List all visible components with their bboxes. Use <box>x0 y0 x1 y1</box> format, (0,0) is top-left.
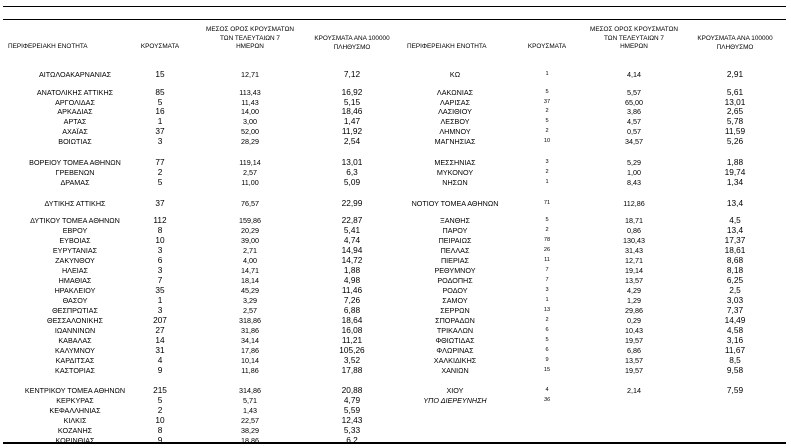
table-cell-cases: 77 <box>155 157 165 167</box>
table-cell-cases: 2 <box>545 227 549 233</box>
table-cell-cases: 27 <box>155 325 165 335</box>
header-rule <box>3 19 786 20</box>
table-cell-per100k: 5,61 <box>726 87 744 97</box>
table-cell-avg: 10,14 <box>241 356 259 365</box>
table-cell-cases: 1 <box>545 179 549 185</box>
table-cell-per100k: 11,92 <box>341 126 363 136</box>
table-cell-per100k: 11,46 <box>341 285 363 295</box>
header-per100k-left <box>302 35 402 52</box>
table-cell-region: ΛΑΚΩΝΙΑΣ <box>436 88 474 97</box>
table-cell-region: ΛΑΣΙΘΙΟΥ <box>438 107 472 116</box>
table-cell-region: ΓΡΕΒΕΝΩΝ <box>55 168 95 177</box>
table-cell-cases: 11 <box>544 257 550 263</box>
table-cell-region: ΕΥΒΟΙΑΣ <box>59 236 91 245</box>
table-cell-per100k: 13,4 <box>726 225 744 235</box>
header-avg-line2: ΤΩΝ ΤΕΛΕΥΤΑΙΩΝ 7 <box>604 34 664 42</box>
table-cell-per100k: 1,88 <box>726 157 744 167</box>
table-cell-region: ΡΟΔΟΠΗΣ <box>437 276 473 285</box>
header-region-left: ΠΕΡΙΦΕΡΕΙΑΚΗ ΕΝΟΤΗΤΑ <box>8 43 88 50</box>
table-cell-cases: 9 <box>157 365 163 375</box>
table-cell-per100k: 5,78 <box>726 116 744 126</box>
header-avg-line3: ΗΜΕΡΩΝ <box>236 43 264 50</box>
table-cell-avg: 39,00 <box>241 236 259 245</box>
table-cell-per100k: 7,59 <box>726 385 744 395</box>
table-cell-region: ΚΑΛΥΜΝΟΥ <box>55 346 95 355</box>
table-cell-cases: 1 <box>545 71 549 77</box>
table-cell-per100k: 5,26 <box>726 136 744 146</box>
table-cell-cases: 9 <box>545 357 549 363</box>
table-cell-per100k: 8,18 <box>726 265 744 275</box>
table-cell-per100k: 7,12 <box>343 69 361 79</box>
table-cell-avg: 11,43 <box>241 98 259 107</box>
table-cell-region: ΑΝΑΤΟΛΙΚΗΣ ΑΤΤΙΚΗΣ <box>36 88 114 97</box>
table-cell-cases: 37 <box>543 99 551 105</box>
table-cell-per100k: 2,65 <box>726 106 744 116</box>
table-cell-region: ΠΙΕΡΙΑΣ <box>440 256 469 265</box>
table-cell-avg: 4,00 <box>243 256 257 265</box>
header-avg-line2: ΤΩΝ ΤΕΛΕΥΤΑΙΩΝ 7 <box>220 34 280 42</box>
table-cell-cases: 2 <box>157 405 163 415</box>
table-cell-cases: 2 <box>157 167 163 177</box>
table-cell-region: ΗΜΑΘΙΑΣ <box>58 276 92 285</box>
table-cell-cases: 71 <box>543 200 551 206</box>
table-cell-avg: 52,00 <box>241 127 259 136</box>
table-cell-avg: 31,43 <box>625 246 643 255</box>
table-cell-region: ΜΥΚΟΝΟΥ <box>436 168 474 177</box>
table-cell-cases: 31 <box>155 345 165 355</box>
table-cell-per100k: 1,47 <box>343 116 361 126</box>
table-cell-region: ΛΑΡΙΣΑΣ <box>439 98 471 107</box>
table-cell-avg: 11,00 <box>241 178 259 187</box>
table-cell-avg: 5,29 <box>627 158 641 167</box>
table-cell-region: ΚΑΣΤΟΡΙΑΣ <box>55 366 95 375</box>
table-cell-per100k: 18,61 <box>724 245 746 255</box>
table-cell-cases: 2 <box>545 128 549 134</box>
table-cell-region: ΧΑΝΙΩΝ <box>441 366 469 375</box>
table-cell-avg: 38,29 <box>241 426 259 435</box>
table-cell-avg: 2,57 <box>243 168 257 177</box>
table-cell-cases: 7 <box>157 275 163 285</box>
table-cell-region: ΚΟΖΑΝΗΣ <box>57 426 93 435</box>
table-cell-per100k: 18,46 <box>341 106 363 116</box>
table-cell-region: ΞΑΝΘΗΣ <box>440 216 470 225</box>
table-cell-per100k: 4,58 <box>726 325 744 335</box>
table-cell-region: ΝΗΣΩΝ <box>442 178 468 187</box>
table-cell-region: ΜΕΣΣΗΝΙΑΣ <box>434 158 476 167</box>
table-cell-cases: 78 <box>543 237 551 243</box>
table-cell-avg: 65,00 <box>625 98 643 107</box>
table-cell-per100k: 5,59 <box>343 405 361 415</box>
table-cell-per100k: 1,34 <box>726 177 744 187</box>
table-cell-region: ΚΕΡΚΥΡΑΣ <box>56 396 94 405</box>
table-cell-cases: 5 <box>545 118 549 124</box>
table-cell-per100k: 7,26 <box>343 295 361 305</box>
table-cell-avg: 28,29 <box>241 137 259 146</box>
table-cell-cases: 6 <box>545 347 549 353</box>
table-cell-avg: 318,86 <box>239 316 261 325</box>
table-cell-per100k: 1,88 <box>343 265 361 275</box>
table-cell-per100k: 14,49 <box>724 315 746 325</box>
table-cell-cases: 10 <box>155 415 165 425</box>
table-cell-avg: 1,29 <box>627 296 641 305</box>
table-cell-avg: 22,57 <box>241 416 259 425</box>
table-cell-avg: 4,57 <box>627 117 641 126</box>
table-cell-region: ΚΑΡΔΙΤΣΑΣ <box>55 356 95 365</box>
table-cell-region: ΡΕΘΥΜΝΟΥ <box>434 266 476 275</box>
table-cell-cases: 7 <box>545 267 549 273</box>
table-cell-region: ΠΕΛΛΑΣ <box>440 246 470 255</box>
table-cell-region: ΣΑΜΟΥ <box>442 296 468 305</box>
table-cell-per100k: 14,72 <box>341 255 363 265</box>
table-cell-cases: 5 <box>157 97 163 107</box>
table-cell-per100k: 3,03 <box>726 295 744 305</box>
table-cell-avg: 19,57 <box>625 336 643 345</box>
table-cell-avg: 8,43 <box>627 178 641 187</box>
table-cell-per100k: 17,88 <box>341 365 363 375</box>
table-cell-per100k: 18,64 <box>341 315 363 325</box>
table-cell-region: ΛΗΜΝΟΥ <box>439 127 471 136</box>
table-cell-region: ΚΟΡΙΝΘΙΑΣ <box>55 436 95 445</box>
table-cell-avg: 1,00 <box>627 168 641 177</box>
table-cell-region: ΖΑΚΥΝΘΟΥ <box>55 256 95 265</box>
table-cell-region: ΠΕΙΡΑΙΩΣ <box>438 236 472 245</box>
table-cell-region: ΙΩΑΝΝΙΝΩΝ <box>54 326 96 335</box>
table-cell-per100k: 8,5 <box>729 355 741 365</box>
header-per100k-line1: ΚΡΟΥΣΜΑΤΑ ΑΝΑ 100000 <box>314 35 390 42</box>
table-cell-avg: 5,71 <box>243 396 257 405</box>
table-cell-cases: 37 <box>155 198 165 208</box>
table-cell-cases: 10 <box>543 138 551 144</box>
table-cell-cases: 3 <box>157 136 163 146</box>
table-cell-region: ΚΕΦΑΛΛΗΝΙΑΣ <box>49 406 101 415</box>
header-per100k-line2: ΠΛΗΘΥΣΜΟ <box>333 43 371 51</box>
table-cell-region: ΒΟΡΕΙΟΥ ΤΟΜΕΑ ΑΘΗΝΩΝ <box>29 158 121 167</box>
table-cell-cases: 15 <box>155 69 165 79</box>
table-cell-cases: 8 <box>157 425 163 435</box>
table-cell-region: ΣΕΡΡΩΝ <box>440 306 470 315</box>
table-cell-avg: 314,86 <box>239 386 261 395</box>
table-cell-cases: 1 <box>545 297 549 303</box>
table-cell-per100k: 2,54 <box>343 136 361 146</box>
table-cell-region: ΑΧΑΪΑΣ <box>62 127 88 136</box>
table-cell-per100k: 11,21 <box>341 335 363 345</box>
table-cell-cases: 26 <box>543 247 551 253</box>
table-cell-avg: 4,29 <box>627 286 641 295</box>
table-cell-avg: 13,57 <box>625 356 643 365</box>
table-cell-region: ΔΥΤΙΚΟΥ ΤΟΜΕΑ ΑΘΗΝΩΝ <box>30 216 120 225</box>
table-cell-per100k: 3,16 <box>726 335 744 345</box>
table-cell-per100k: 16,92 <box>341 87 363 97</box>
table-cell-cases: 5 <box>157 177 163 187</box>
table-cell-per100k: 4,98 <box>343 275 361 285</box>
header-per100k-right <box>685 35 785 52</box>
table-cell-per100k: 6,88 <box>343 305 361 315</box>
table-cell-cases: 5 <box>157 395 163 405</box>
table-cell-per100k: 2,91 <box>726 69 744 79</box>
table-cell-region: ΘΕΣΣΑΛΟΝΙΚΗΣ <box>47 316 103 325</box>
table-cell-avg: 6,86 <box>627 346 641 355</box>
table-cell-cases: 16 <box>155 106 165 116</box>
table-cell-avg: 159,86 <box>239 216 261 225</box>
table-cell-region: ΛΕΣΒΟΥ <box>440 117 470 126</box>
table-cell-avg: 0,57 <box>627 127 641 136</box>
table-cell-avg: 18,71 <box>625 216 643 225</box>
header-cases-right: ΚΡΟΥΣΜΑΤΑ <box>527 43 567 50</box>
table-cell-per100k: 22,87 <box>341 215 363 225</box>
table-cell-region: ΜΑΓΝΗΣΙΑΣ <box>434 137 476 146</box>
table-cell-cases: 8 <box>157 225 163 235</box>
table-cell-cases: 35 <box>155 285 165 295</box>
table-cell-per100k: 6,2 <box>346 435 358 445</box>
header-per100k-line2: ΠΛΗΘΥΣΜΟ <box>716 43 754 51</box>
table-cell-avg: 4,14 <box>627 70 641 79</box>
table-cell-avg: 13,57 <box>625 276 643 285</box>
table-cell-avg: 1,43 <box>243 406 257 415</box>
table-cell-avg: 113,43 <box>239 88 261 97</box>
table-cell-cases: 207 <box>153 315 167 325</box>
table-cell-per100k: 16,08 <box>341 325 363 335</box>
table-cell-cases: 3 <box>157 265 163 275</box>
table-cell-per100k: 5,33 <box>343 425 361 435</box>
table-cell-avg: 29,86 <box>625 306 643 315</box>
table-cell-avg: 14,00 <box>241 107 259 116</box>
table-cell-cases: 2 <box>545 169 549 175</box>
table-cell-avg: 14,71 <box>241 266 259 275</box>
table-cell-avg: 0,29 <box>627 316 641 325</box>
header-per100k-line1: ΚΡΟΥΣΜΑΤΑ ΑΝΑ 100000 <box>697 35 773 42</box>
table-cell-cases: 1 <box>157 295 163 305</box>
table-cell-cases: 5 <box>545 89 549 95</box>
table-cell-region: ΔΡΑΜΑΣ <box>60 178 90 187</box>
table-cell-avg: 12,71 <box>625 256 643 265</box>
table-cell-region: ΧΙΟΥ <box>446 386 464 395</box>
table-cell-per100k: 4,5 <box>729 215 741 225</box>
table-cell-region: ΑΙΤΩΛΟΑΚΑΡΝΑΝΙΑΣ <box>38 70 112 79</box>
table-cell-region: ΗΛΕΙΑΣ <box>61 266 89 275</box>
table-cell-cases: 2 <box>545 108 549 114</box>
table-cell-cases: 85 <box>155 87 165 97</box>
table-cell-region: ΒΟΙΩΤΙΑΣ <box>58 137 92 146</box>
table-cell-region: ΚΩ <box>449 70 461 79</box>
table-cell-per100k: 11,67 <box>724 345 746 355</box>
table-cell-per100k: 9,58 <box>726 365 744 375</box>
table-cell-cases: 6 <box>545 327 549 333</box>
table-cell-avg: 119,14 <box>239 158 261 167</box>
table-cell-avg: 20,29 <box>241 226 259 235</box>
table-cell-region: ΚΕΝΤΡΙΚΟΥ ΤΟΜΕΑ ΑΘΗΝΩΝ <box>24 386 126 395</box>
header-avg-line1: ΜΕΣΟΣ ΟΡΟΣ ΚΡΟΥΣΜΑΤΩΝ <box>206 26 294 33</box>
table-cell-per100k: 14,94 <box>341 245 363 255</box>
table-cell-cases: 9 <box>157 435 163 445</box>
table-cell-region: ΚΑΒΑΛΑΣ <box>58 336 92 345</box>
table-cell-region: ΦΛΩΡΙΝΑΣ <box>436 346 474 355</box>
table-cell-avg: 11,86 <box>241 366 259 375</box>
table-cell-region: ΡΟΔΟΥ <box>442 286 468 295</box>
table-cell-region: ΠΑΡΟΥ <box>442 226 468 235</box>
table-cell-per100k: 8,68 <box>726 255 744 265</box>
table-cell-per100k: 2,5 <box>729 285 741 295</box>
table-cell-cases: 215 <box>153 385 167 395</box>
table-cell-avg: 45,29 <box>241 286 259 295</box>
table-cell-avg: 0,86 <box>627 226 641 235</box>
table-cell-avg: 18,86 <box>241 436 259 445</box>
table-cell-per100k: 20,88 <box>341 385 363 395</box>
header-avg-line1: ΜΕΣΟΣ ΟΡΟΣ ΚΡΟΥΣΜΑΤΩΝ <box>590 26 678 33</box>
table-cell-avg: 76,57 <box>241 199 259 208</box>
table-cell-region: ΑΡΚΑΔΙΑΣ <box>57 107 93 116</box>
table-cell-cases: 15 <box>543 367 551 373</box>
table-cell-cases: 4 <box>545 387 549 393</box>
table-cell-avg: 10,43 <box>625 326 643 335</box>
table-cell-cases: 1 <box>157 116 163 126</box>
top-rule <box>3 6 786 7</box>
table-cell-cases: 5 <box>545 337 549 343</box>
table-cell-cases: 13 <box>543 307 551 313</box>
table-cell-avg: 112,86 <box>623 199 645 208</box>
header-avg-left <box>200 26 300 52</box>
table-cell-avg: 2,14 <box>627 386 641 395</box>
table-cell-per100k: 19,74 <box>724 167 746 177</box>
table-cell-per100k: 12,43 <box>341 415 363 425</box>
table-cell-cases: 5 <box>545 217 549 223</box>
table-cell-region: ΤΡΙΚΑΛΩΝ <box>436 326 474 335</box>
table-cell-cases: 112 <box>153 215 167 225</box>
table-cell-region: ΣΠΟΡΑΔΩΝ <box>435 316 475 325</box>
table-cell-cases: 3 <box>545 159 549 165</box>
table-cell-region: ΕΒΡΟΥ <box>62 226 88 235</box>
table-cell-region: ΥΠΟ ΔΙΕΡΕΥΝΗΣΗ <box>423 396 487 405</box>
table-cell-cases: 2 <box>545 317 549 323</box>
table-cell-avg: 34,57 <box>625 137 643 146</box>
table-cell-cases: 3 <box>157 305 163 315</box>
table-cell-avg: 19,14 <box>625 266 643 275</box>
table-cell-avg: 12,71 <box>241 70 259 79</box>
table-cell-avg: 34,14 <box>241 336 259 345</box>
table-cell-region: ΗΡΑΚΛΕΙΟΥ <box>54 286 96 295</box>
header-avg-right <box>584 26 684 52</box>
table-cell-avg: 5,57 <box>627 88 641 97</box>
table-cell-avg: 2,71 <box>243 246 257 255</box>
table-cell-avg: 19,57 <box>625 366 643 375</box>
table-cell-per100k: 4,79 <box>343 395 361 405</box>
table-cell-cases: 7 <box>545 277 549 283</box>
table-cell-region: ΘΕΣΠΡΩΤΙΑΣ <box>52 306 98 315</box>
table-cell-per100k: 17,37 <box>724 235 746 245</box>
table-cell-per100k: 3,52 <box>343 355 361 365</box>
table-cell-per100k: 6,3 <box>346 167 358 177</box>
table-cell-per100k: 13,01 <box>724 97 746 107</box>
table-cell-avg: 17,86 <box>241 346 259 355</box>
table-cell-region: ΕΥΡΥΤΑΝΙΑΣ <box>52 246 98 255</box>
table-cell-region: ΔΥΤΙΚΗΣ ΑΤΤΙΚΗΣ <box>44 199 106 208</box>
table-cell-per100k: 5,09 <box>343 177 361 187</box>
table-cell-avg: 3,86 <box>627 107 641 116</box>
header-region-right: ΠΕΡΙΦΕΡΕΙΑΚΗ ΕΝΟΤΗΤΑ <box>407 43 487 50</box>
table-cell-cases: 14 <box>155 335 165 345</box>
table-cell-avg: 2,57 <box>243 306 257 315</box>
table-cell-per100k: 105,26 <box>339 345 365 355</box>
table-cell-region: ΝΟΤΙΟΥ ΤΟΜΕΑ ΑΘΗΝΩΝ <box>411 199 499 208</box>
table-cell-region: ΦΘΙΩΤΙΔΑΣ <box>435 336 475 345</box>
table-cell-avg: 18,14 <box>241 276 259 285</box>
table-cell-cases: 3 <box>157 245 163 255</box>
table-cell-region: ΚΙΛΚΙΣ <box>63 416 87 425</box>
table-cell-cases: 36 <box>543 397 551 403</box>
table-cell-per100k: 11,59 <box>724 126 746 136</box>
table-cell-per100k: 5,41 <box>343 225 361 235</box>
table-cell-per100k: 4,74 <box>343 235 361 245</box>
table-cell-per100k: 5,15 <box>343 97 361 107</box>
table-cell-avg: 3,00 <box>243 117 257 126</box>
header-avg-line3: ΗΜΕΡΩΝ <box>620 43 648 50</box>
table-cell-region: ΑΡΤΑΣ <box>63 117 87 126</box>
table-cell-per100k: 22,99 <box>341 198 363 208</box>
table-cell-cases: 37 <box>155 126 165 136</box>
table-cell-avg: 31,86 <box>241 326 259 335</box>
table-cell-region: ΘΑΣΟΥ <box>62 296 88 305</box>
table-cell-per100k: 6,25 <box>726 275 744 285</box>
table-cell-avg: 3,29 <box>243 296 257 305</box>
table-cell-region: ΧΑΛΚΙΔΙΚΗΣ <box>433 356 477 365</box>
table-cell-per100k: 13,01 <box>341 157 363 167</box>
table-cell-cases: 10 <box>155 235 165 245</box>
table-cell-cases: 4 <box>157 355 163 365</box>
table-cell-per100k: 13,4 <box>726 198 744 208</box>
table-cell-per100k: 7,37 <box>726 305 744 315</box>
table-cell-cases: 3 <box>545 287 549 293</box>
header-cases-left: ΚΡΟΥΣΜΑΤΑ <box>140 43 180 50</box>
table-cell-cases: 6 <box>157 255 163 265</box>
table-cell-avg: 130,43 <box>623 236 645 245</box>
table-cell-region: ΑΡΓΟΛΙΔΑΣ <box>55 98 95 107</box>
